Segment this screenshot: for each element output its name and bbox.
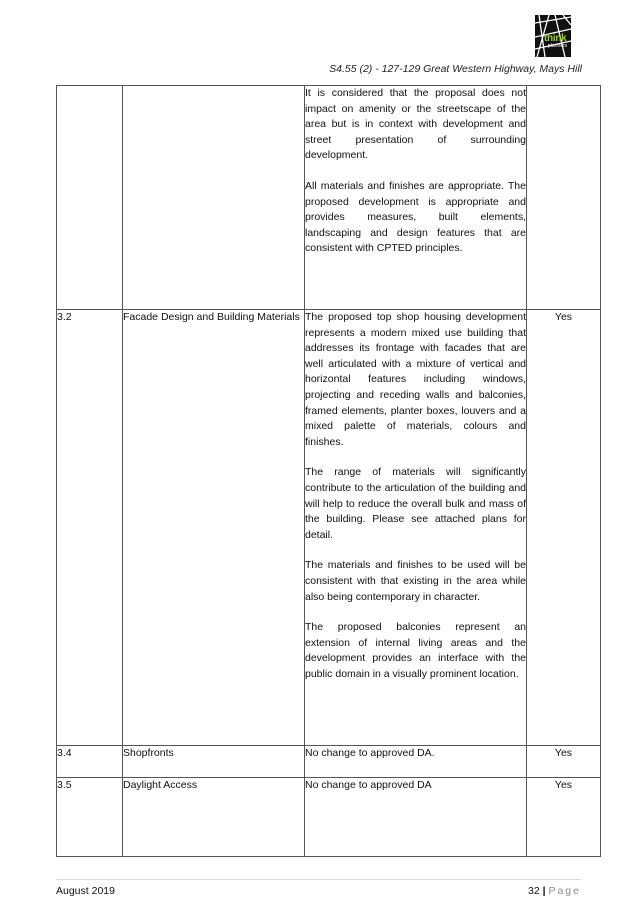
clause-item: Shopfronts bbox=[123, 746, 305, 778]
clause-item: Facade Design and Building Materials bbox=[123, 310, 305, 746]
page-word: Page bbox=[548, 885, 581, 897]
comment-paragraph: The materials and finishes to be used will be consistent with that existing in the area while also being contemporary in character. bbox=[305, 559, 526, 603]
clause-item: Daylight Access bbox=[123, 778, 305, 857]
company-logo bbox=[535, 15, 571, 57]
comment-paragraph: No change to approved DA. bbox=[305, 747, 435, 759]
footer-date: August 2019 bbox=[56, 885, 115, 897]
comment-paragraph: The proposed top shop housing development represents a modern mixed use building that addresses its frontage with facades that are well articulated with a mixture of vertical and horizontal features including windows, projecting and receding walls and balconies, framed elements, planter boxes, louvers and a mixed palette of materials, colours and finishes. bbox=[305, 311, 526, 448]
clause-number: 3.2 bbox=[57, 310, 123, 746]
compliance-status: Yes bbox=[527, 778, 601, 857]
compliance-status: Yes bbox=[527, 746, 601, 778]
table-row bbox=[57, 86, 601, 310]
clause-item bbox=[123, 86, 305, 310]
comment-paragraph: All materials and finishes are appropriate. The proposed development is appropriate and provides measures, built elements, landscaping and design features that are consistent with CPTED principles. bbox=[305, 179, 526, 255]
compliance-table bbox=[56, 85, 601, 857]
table-body bbox=[57, 86, 601, 857]
page-header-title: S4.55 (2) - 127-129 Great Western Highway, Mays Hill bbox=[329, 63, 582, 75]
comment-paragraph: It is considered that the proposal does not impact on amenity or the streetscape of the area but is in context with development and street presentation of surrounding development. bbox=[305, 87, 526, 162]
comment-paragraph: The range of materials will significantly contribute to the articulation of the building and will help to reduce the overall bulk and mass of the building. Please see attached plans for detail. bbox=[305, 466, 526, 541]
compliance-status: Yes bbox=[527, 310, 601, 746]
table-row bbox=[57, 778, 601, 857]
table-row bbox=[57, 310, 601, 746]
footer-page-indicator bbox=[528, 885, 581, 897]
clause-number: 3.4 bbox=[57, 746, 123, 778]
clause-number bbox=[57, 86, 123, 310]
page-separator: | bbox=[542, 885, 546, 897]
table-row bbox=[57, 746, 601, 778]
clause-comment bbox=[305, 778, 527, 857]
clause-comment bbox=[305, 310, 527, 746]
logo-tagline: planners bbox=[548, 43, 568, 49]
clause-number: 3.5 bbox=[57, 778, 123, 857]
page-number: 32 bbox=[527, 885, 540, 897]
comment-paragraph: The proposed balconies represent an extension of internal living areas and the development provides an interface with the public domain in a visually prominent location. bbox=[305, 621, 526, 680]
comment-paragraph: No change to approved DA bbox=[305, 779, 432, 791]
clause-comment bbox=[305, 746, 527, 778]
logo-word: think bbox=[544, 33, 567, 44]
page-footer bbox=[56, 879, 581, 897]
clause-comment bbox=[305, 86, 527, 310]
compliance-status bbox=[527, 86, 601, 310]
